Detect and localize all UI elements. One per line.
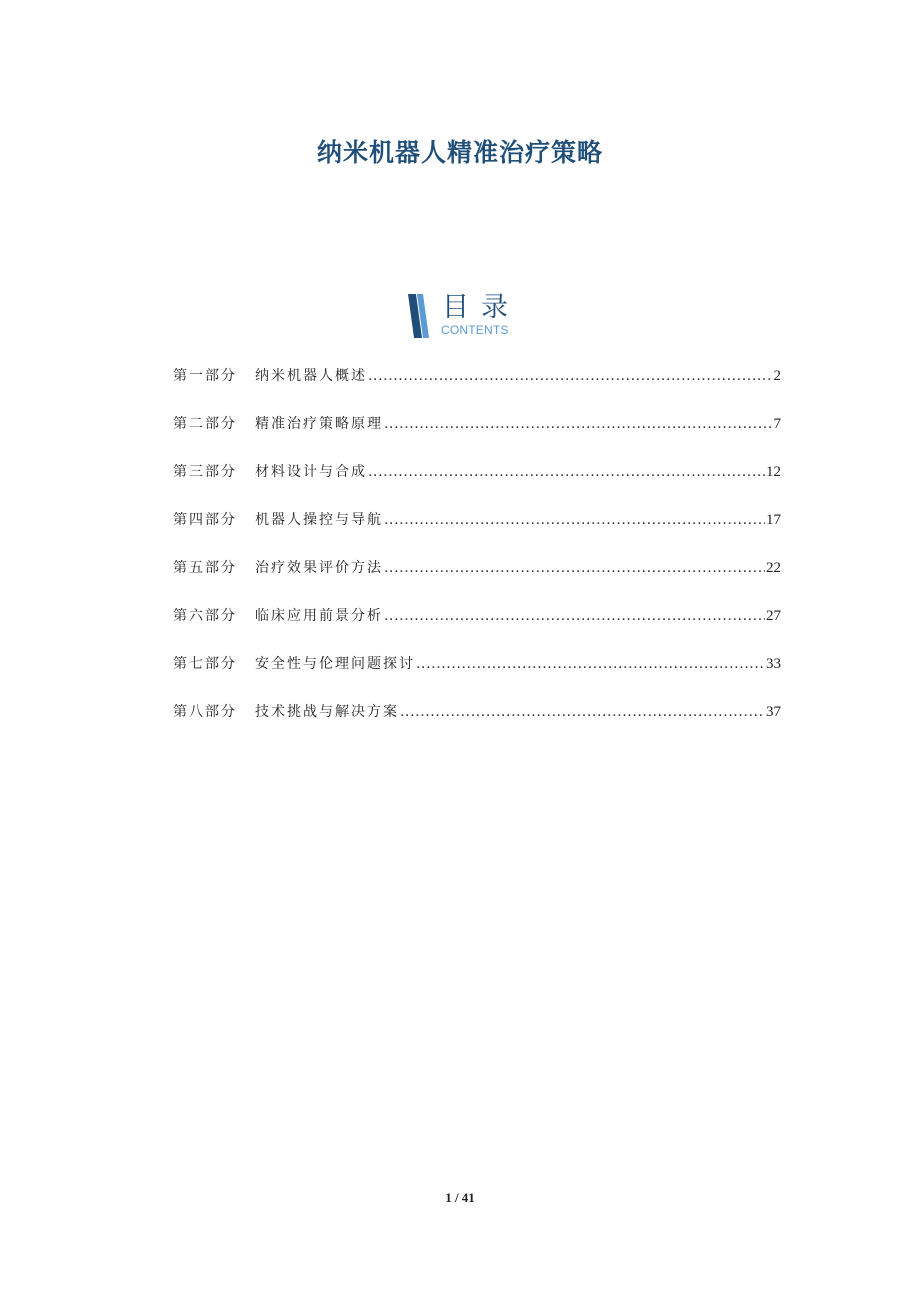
toc-dot-leader <box>384 508 765 532</box>
toc-entry[interactable] <box>173 412 781 460</box>
toc-header <box>404 292 534 342</box>
toc-entry[interactable] <box>173 508 781 556</box>
toc-page-number: 33 <box>766 656 781 672</box>
toc-entry-title: 治疗效果评价方法 <box>255 560 383 576</box>
toc-entry[interactable] <box>173 700 781 748</box>
toc-page-number: 37 <box>766 704 781 720</box>
toc-part-label: 第四部分 <box>173 512 237 528</box>
toc-dot-leader <box>416 652 765 676</box>
toc-entry-title: 临床应用前景分析 <box>255 608 383 624</box>
toc-entry[interactable] <box>173 364 781 412</box>
toc-entry[interactable] <box>173 604 781 652</box>
toc-entry[interactable] <box>173 556 781 604</box>
toc-dot-leader <box>384 556 765 580</box>
toc-part-label: 第三部分 <box>173 464 237 480</box>
toc-page-number: 27 <box>766 608 781 624</box>
document-title: 纳米机器人精准治疗策略 <box>316 137 603 167</box>
toc-dot-leader <box>368 460 765 484</box>
toc-part-label: 第一部分 <box>173 368 237 384</box>
toc-entry-title: 机器人操控与导航 <box>255 512 383 528</box>
toc-part-label: 第二部分 <box>173 416 237 432</box>
toc-dot-leader <box>400 700 765 724</box>
toc-page-number: 12 <box>766 464 781 480</box>
toc-subheading: CONTENTS <box>441 323 509 337</box>
toc-dot-leader <box>384 412 773 436</box>
toc-entry-title: 材料设计与合成 <box>255 464 367 480</box>
toc-dot-leader <box>384 604 765 628</box>
toc-entry[interactable] <box>173 460 781 508</box>
toc-list <box>173 364 781 748</box>
toc-part-label: 第八部分 <box>173 704 237 720</box>
toc-entry-title: 安全性与伦理问题探讨 <box>255 656 415 672</box>
toc-logo-icon <box>404 294 436 338</box>
toc-entry[interactable] <box>173 652 781 700</box>
toc-entry-title: 精准治疗策略原理 <box>255 416 383 432</box>
toc-page-number: 22 <box>766 560 781 576</box>
toc-part-label: 第六部分 <box>173 608 237 624</box>
toc-entry-title: 技术挑战与解决方案 <box>255 704 399 720</box>
toc-entry-title: 纳米机器人概述 <box>255 368 367 384</box>
toc-part-label: 第七部分 <box>173 656 237 672</box>
toc-page-number: 2 <box>773 368 781 384</box>
page-indicator: 1 / 41 <box>445 1190 475 1205</box>
toc-dot-leader <box>368 364 773 388</box>
toc-page-number: 7 <box>773 416 781 432</box>
toc-page-number: 17 <box>766 512 781 528</box>
toc-part-label: 第五部分 <box>173 560 237 576</box>
toc-heading: 目录 <box>442 292 520 323</box>
